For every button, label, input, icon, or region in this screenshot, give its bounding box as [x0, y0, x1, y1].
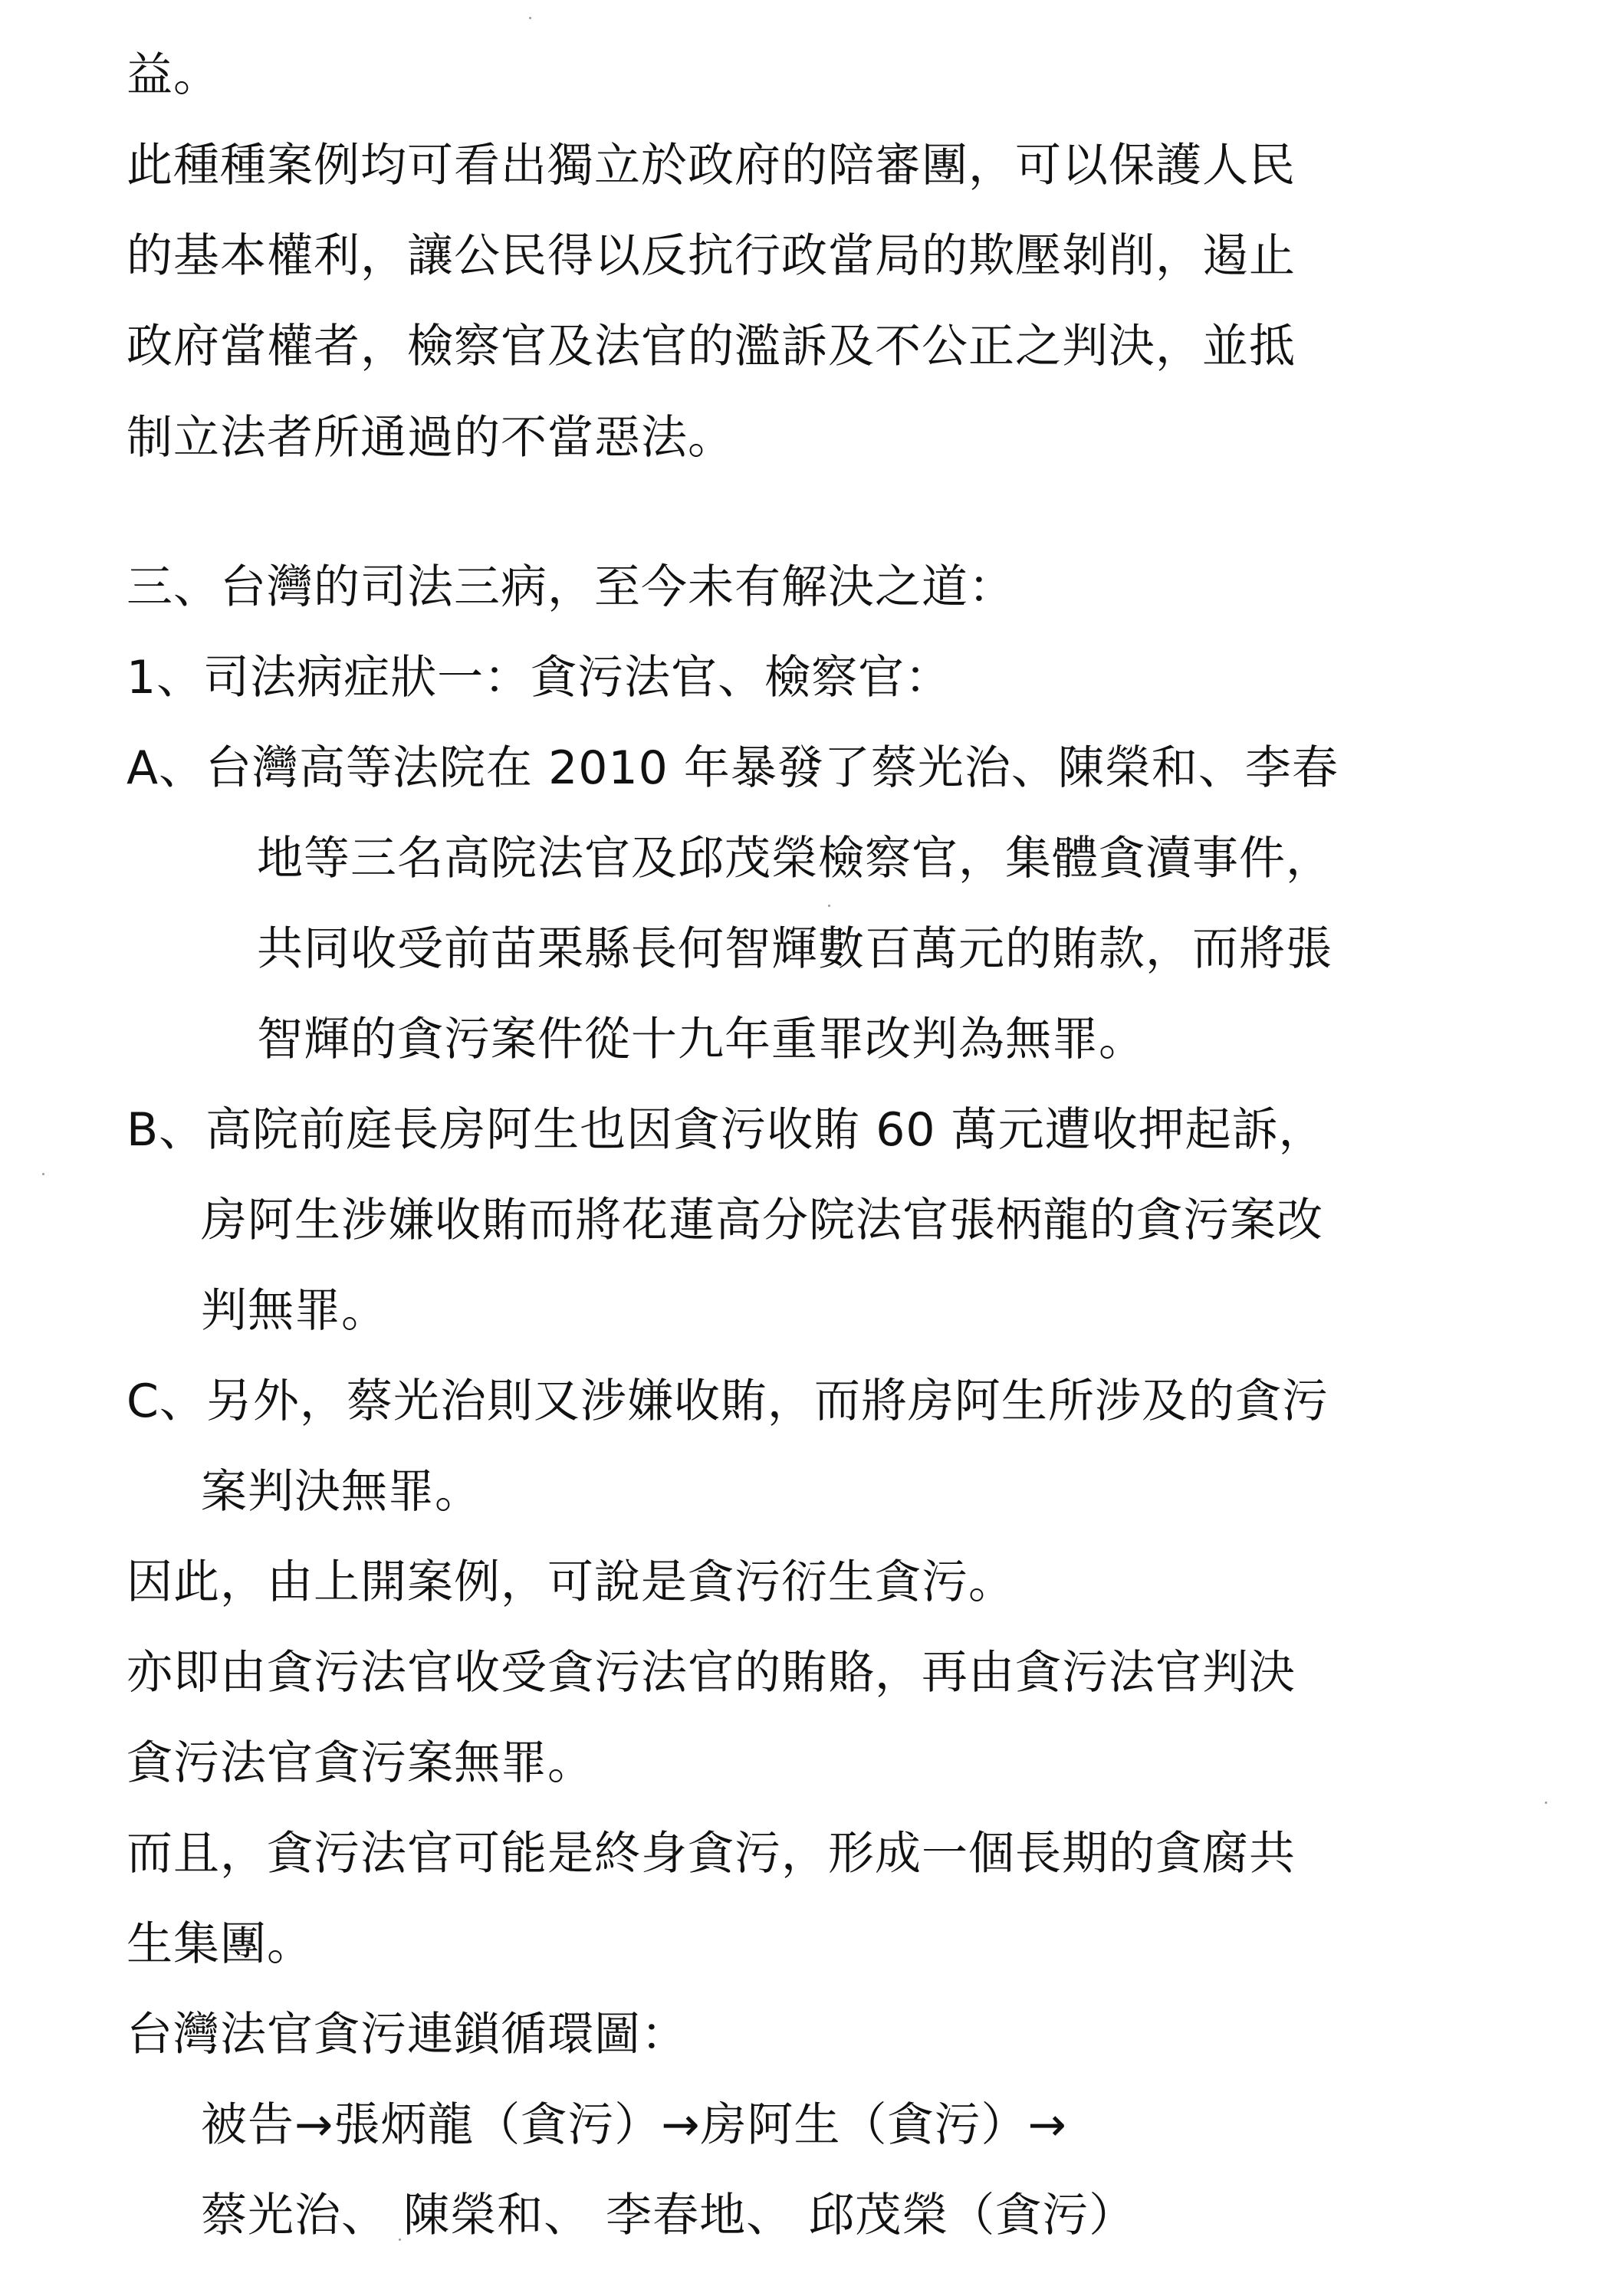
text-line: 此種種案例均可看出獨立於政府的陪審團，可以保護人民: [127, 139, 1296, 192]
conclusion-text: 而且，貪污法官可能是終身貪污，形成一個長期的貪腐共: [127, 1827, 1296, 1880]
chain-title: 台灣法官貪污連鎖循環圖：: [127, 2008, 688, 2061]
list-item-a-cont: 共同收受前苗栗縣長何智輝數百萬元的賄款，而將張: [257, 922, 1332, 976]
chain-line: 被告→張炳龍（貪污）→房阿生（貪污）→: [201, 2098, 1067, 2152]
conclusion-text: 因此，由上開案例，可說是貪污衍生貪污。: [127, 1555, 1015, 1609]
subsection-heading: 1、司法病症狀一：貪污法官、檢察官：: [127, 651, 952, 705]
list-item-a-cont: 地等三名高院法官及邱茂榮檢察官，集體貪瀆事件，: [257, 832, 1332, 885]
text-line: 益。: [127, 48, 220, 102]
conclusion-text: 生集團。: [127, 1917, 314, 1971]
text-line: 政府當權者，檢察官及法官的濫訴及不公正之判決，並抵: [127, 320, 1296, 373]
chain-line: 蔡光治、 陳榮和、 李春地、 邱茂榮（貪污）: [201, 2189, 1136, 2242]
conclusion-text: 亦即由貪污法官收受貪污法官的賄賂，再由貪污法官判決: [127, 1646, 1296, 1700]
text-line: 制立法者所通過的不當惡法。: [127, 411, 734, 465]
scan-speck: [42, 1173, 44, 1175]
list-item-b-cont: 房阿生涉嫌收賄而將花蓮高分院法官張柄龍的貪污案改: [201, 1194, 1323, 1247]
scan-speck: [1545, 1802, 1547, 1804]
list-item-a-cont: 智輝的貪污案件從十九年重罪改判為無罪。: [257, 1013, 1145, 1066]
list-item-c-cont: 案判決無罪。: [201, 1465, 481, 1519]
scan-speck: [529, 17, 531, 19]
list-item-a: A、台灣高等法院在 2010 年暴發了蔡光治、陳榮和、李春: [127, 741, 1339, 795]
list-item-b: B、高院前庭長房阿生也因貪污收賄 60 萬元遭收押起訴，: [127, 1103, 1326, 1157]
conclusion-text: 貪污法官貪污案無罪。: [127, 1736, 594, 1790]
scan-speck: [828, 905, 830, 907]
list-item-b-cont: 判無罪。: [201, 1284, 388, 1338]
text-line: 的基本權利，讓公民得以反抗行政當局的欺壓剝削，遏止: [127, 229, 1296, 283]
list-item-c: C、另外，蔡光治則又涉嫌收賄，而將房阿生所涉及的貪污: [127, 1375, 1329, 1428]
section-heading: 三、台灣的司法三病，至今未有解決之道：: [127, 560, 1015, 614]
